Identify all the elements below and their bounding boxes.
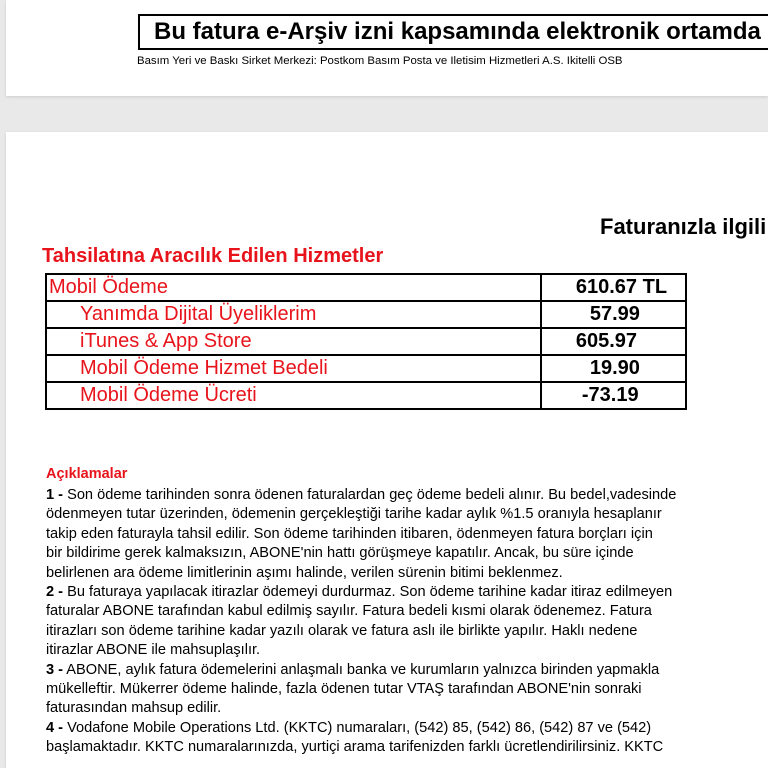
note-text: Bu faturaya yapılacak itirazlar ödemeyi durdurmaz. Son ödeme tarihine kadar itiraz edilmeyen — [63, 584, 673, 601]
service-name: iTunes & App Store — [46, 328, 541, 355]
note-line — [46, 525, 768, 544]
note-text: itirazlar ABONE ile mahsuplaşılır. — [46, 642, 261, 659]
services-table — [45, 273, 687, 410]
note-text: mükelleftir. Mükerrer ödeme halinde, fazla ödenen tutar VTAŞ tarafından ABONE'nin sonraki — [46, 681, 642, 698]
note-text: faturalar ABONE tarafından kabul edilmiş sayılır. Fatura bedeli kısmi olarak ödenemez. Fatura — [46, 603, 652, 620]
service-amount — [541, 274, 686, 301]
note-text: itirazları son ödeme tarihine kadar yazılı olarak ve fatura aslı ile birlikte yapılır. Haklı nedene — [46, 622, 638, 639]
table-row — [46, 382, 686, 409]
services-heading: Tahsilatına Aracılık Edilen Hizmetler — [42, 245, 384, 267]
note-number: 1 - — [46, 487, 64, 503]
service-amount — [541, 301, 686, 328]
printer-info: Basım Yeri ve Baskı Sirket Merkezi: Postkom Basım Posta ve Iletisim Hizmetleri A.S. Ikitelli OSB — [137, 55, 623, 67]
amount-value: 57.99 — [589, 303, 640, 325]
service-name: Yanımda Dijital Üyeliklerim — [46, 301, 541, 328]
table-row — [46, 328, 686, 355]
note-number: 4 - — [46, 719, 64, 736]
note-number: 3 - — [46, 661, 64, 678]
amount-value: 605.97 — [575, 330, 638, 352]
service-name: Mobil Ödeme — [46, 274, 541, 301]
note-line — [46, 602, 768, 621]
note-text: Vodafone Mobile Operations Ltd. (KKTC) numaraları, (542) 85, (542) 86, (542) 87 ve (542) — [63, 719, 652, 736]
note-line — [46, 699, 768, 718]
note-line — [46, 738, 768, 757]
note-line — [46, 719, 768, 738]
note-text: ödenmeyen tutar üzerinden, ödemenin gerçekleştiği tarihe kadar aylık %1.5 oranıyla hesaplanır — [46, 506, 662, 523]
note-line — [46, 583, 768, 602]
note-number: 2 - — [46, 584, 64, 601]
note-text: belirlenen ara ödeme limitlerinin aşımı halinde, verilen sürenin bitimi beklenmez. — [46, 564, 563, 581]
service-amount — [541, 355, 686, 382]
note-text: Son ödeme tarihinden sonra ödenen faturalardan geç ödeme bedeli alınır. Bu bedel,vadesinde — [63, 487, 677, 503]
invoice-page — [6, 132, 768, 768]
note-line — [46, 486, 768, 505]
amount-value: 610.67 TL — [575, 276, 668, 298]
service-name: Mobil Ödeme Ücreti — [46, 382, 541, 409]
service-amount — [541, 328, 686, 355]
table-row — [46, 301, 686, 328]
note-line — [46, 564, 768, 583]
note-text: takip eden faturayla tahsil edilir. Son ödeme tarihinden itibaren, ödenmeyen fatura borçları için — [46, 525, 653, 542]
note-line — [46, 505, 768, 524]
note-text: faturasından mahsup edilir. — [46, 700, 222, 717]
note-text: ABONE, aylık fatura ödemelerini anlaşmalı banka ve kurumların yalnızca birinden yapmakla — [63, 661, 660, 678]
note-line — [46, 680, 768, 699]
invoice-section-title: Faturanızla ilgili — [600, 214, 767, 239]
amount-value: -73.19 — [581, 384, 639, 406]
note-text: bir bildirime gerek kalmaksızın, ABONE'nin hattı görüşmeye kapatılır. Ancak, bu süre içinde — [46, 545, 634, 562]
note-text: başlamaktadır. KKTC numaralarınızda, yurtiçi arama tarifenizden farklı ücretlendirilirsiniz. KKTC — [46, 739, 664, 756]
note-line — [46, 622, 768, 641]
service-amount — [541, 382, 686, 409]
table-row — [46, 355, 686, 382]
note-line — [46, 641, 768, 660]
e-archive-banner: Bu fatura e-Arşiv izni kapsamında elektronik ortamda — [138, 14, 768, 50]
service-name: Mobil Ödeme Hizmet Bedeli — [46, 355, 541, 382]
notes-heading: Açıklamalar — [46, 466, 128, 482]
amount-value: 19.90 — [589, 357, 640, 379]
notes-body — [46, 486, 768, 758]
table-row — [46, 274, 686, 301]
note-line — [46, 661, 768, 680]
top-page — [6, 0, 768, 96]
note-line — [46, 544, 768, 563]
